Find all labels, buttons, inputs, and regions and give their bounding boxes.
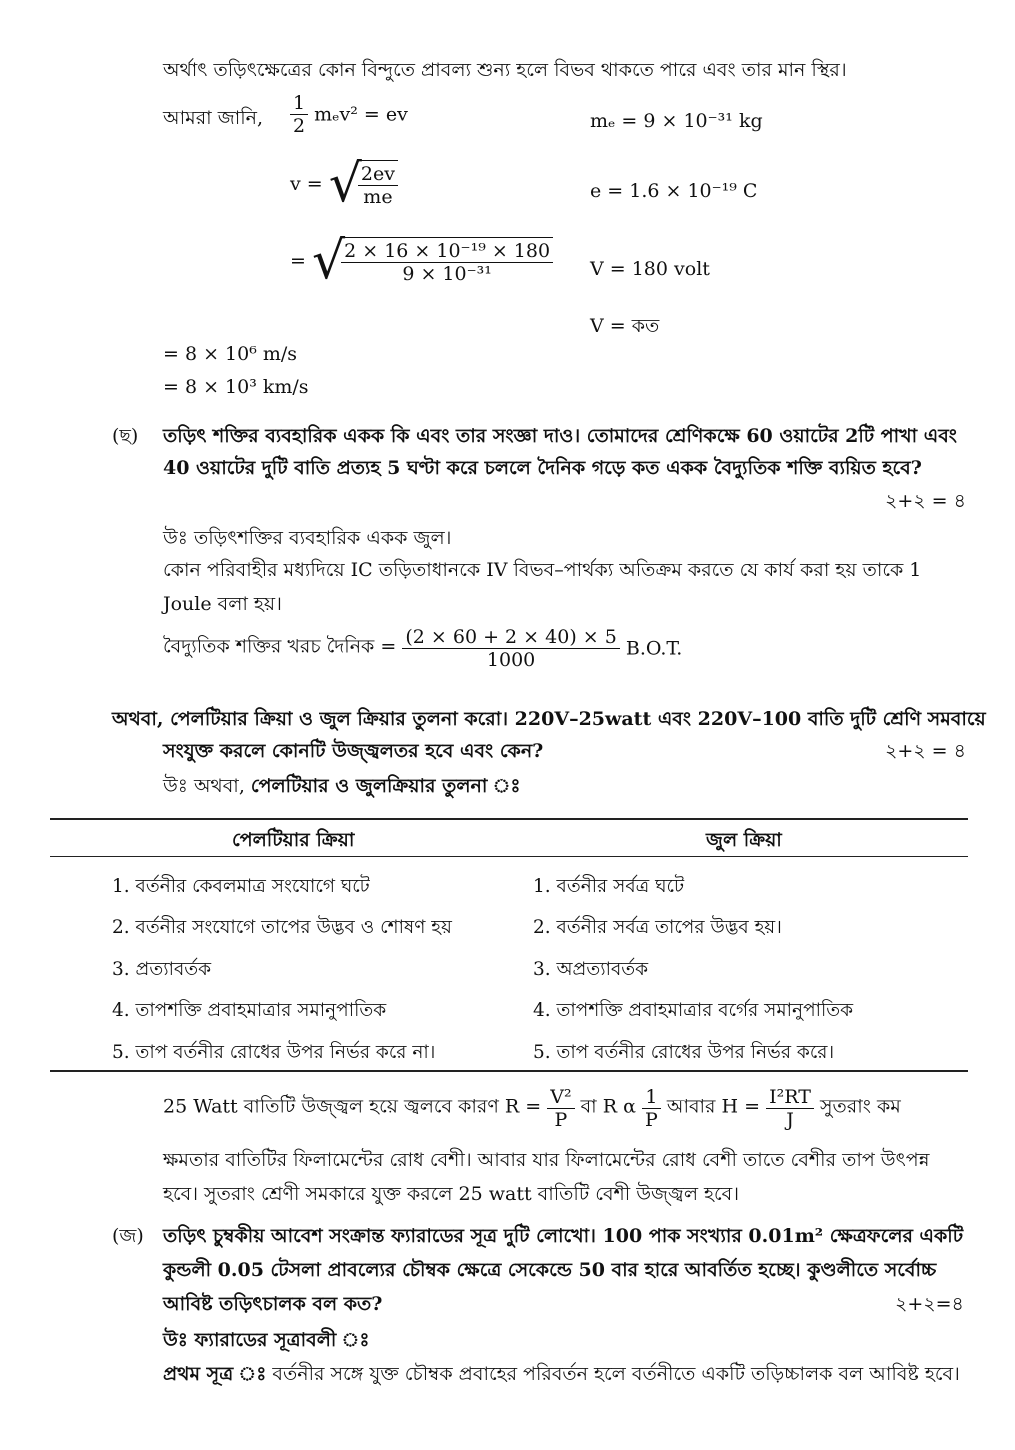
question-chha-line1: তড়িৎ শক্তির ব্যবহারিক একক কি এবং তার সংজ্ঞা দাও। তোমাদের শ্রেণিকক্ষে 60 ওয়াটের 2টি পাখা এবং bbox=[163, 425, 957, 447]
table-cell: 4. তাপশক্তি প্রবাহমাত্রার সমানুপাতিক bbox=[112, 1000, 387, 1021]
question-or-marks: ২+২ = ৪ bbox=[885, 740, 966, 762]
table-cell: 2. বর্তনীর সর্বত্র তাপের উদ্ভব হয়। bbox=[533, 917, 782, 938]
table-cell: 3. অপ্রত্যাবর্তক bbox=[533, 959, 649, 980]
faraday-first-law: প্রথম সূত্র ঃ বর্তনীর সঙ্গে যুক্ত চৌম্বক প্রবাহের পরিবর্তন হলে বর্তনীতে একটি তড়িচ্চালক বল আবিষ্ট হবে। bbox=[163, 1363, 960, 1385]
fraction-i2rt-over-j: $\frac{\text{I²RT}}{J}$ bbox=[766, 1086, 814, 1131]
explanation-line1: 25 Watt বাতিটি উজ্জ্বল হয়ে জ্বলবে কারণ R = $\frac{\text{V²}}{P}$ বা R α $\frac{1}{P}$ আবার H = $\frac{\text{I²RT}}{J}$ সুতরাং কম bbox=[163, 1086, 901, 1131]
fraction-v2-over-p: $\frac{\text{V²}}{P}$ bbox=[547, 1086, 574, 1131]
table-cell: 3. প্রত্যাবর্তক bbox=[112, 959, 212, 980]
we-know-label: আমরা জানি, bbox=[163, 107, 264, 129]
table-header-peltier: পেলটিয়ার ক্রিয়া bbox=[232, 829, 355, 851]
velocity-formula: v = √ $\frac{2ev}{me}$ bbox=[290, 158, 398, 210]
given-electron-mass: mₑ = 9 × 10⁻³¹ kg bbox=[590, 110, 763, 132]
kinetic-energy-equation: $\frac{1}{2}$ mₑv² = ev bbox=[290, 92, 408, 137]
question-label-ja: (জ) bbox=[112, 1225, 144, 1247]
velocity-substitution: = √ $\frac{\text{2 × 16 × 10⁻¹⁹ × 180}}{\text{9 × 10⁻³¹}}$ bbox=[290, 235, 553, 287]
answer-chha-line2: কোন পরিবাহীর মধ্যদিয়ে IC তড়িতাধানকে IV বিভব–পার্থক্য অতিক্রম করতে যে কার্য করা হয় তাকে 1 bbox=[163, 559, 922, 581]
table-cell: 1. বর্তনীর সর্বত্র ঘটে bbox=[533, 876, 685, 897]
table-cell: 1. বর্তনীর কেবলমাত্র সংযোগে ঘটে bbox=[112, 876, 370, 897]
question-or-line2: সংযুক্ত করলে কোনটি উজ্জ্বলতর হবে এবং কেন? bbox=[163, 740, 544, 762]
question-ja-line1: তড়িৎ চুম্বকীয় আবেশ সংক্রান্ত ফ্যারাডের সূত্র দুটি লোখো। 100 পাক সংখ্যার 0.01m² ক্ষেত্রফলের একটি bbox=[163, 1225, 964, 1247]
question-ja-marks: ২+২=৪ bbox=[895, 1293, 964, 1315]
question-label-chha: (ছ) bbox=[112, 425, 139, 447]
explanation-line3: হবে। সুতরাং শ্রেণী সমকারে যুক্ত করলে 25 watt বাতিটি বেশী উজ্জ্বল হবে। bbox=[163, 1183, 740, 1205]
sqrt-2ev-me: √ $\frac{2ev}{me}$ bbox=[329, 158, 398, 210]
table-header-rule bbox=[50, 856, 968, 857]
energy-fraction: $\frac{(2 \times 60 + 2 \times 40) \times 5}{1000}$ bbox=[402, 626, 619, 671]
answer-chha-line1: উঃ তড়িৎশক্তির ব্যবহারিক একক জুল। bbox=[163, 527, 452, 549]
table-cell: 4. তাপশক্তি প্রবাহমাত্রার বর্গের সমানুপাতিক bbox=[533, 1000, 854, 1021]
energy-cost-formula: বৈদ্যুতিক শক্তির খরচ দৈনিক = $\frac{(2 \times 60 + 2 \times 40) \times 5}{1000}$ B.O.T. bbox=[163, 626, 683, 671]
table-cell: 2. বর্তনীর সংযোগে তাপের উদ্ভব ও শোষণ হয় bbox=[112, 917, 452, 938]
table-bottom-rule bbox=[50, 1070, 968, 1072]
result-km-per-s: = 8 × 10³ km/s bbox=[163, 376, 309, 398]
question-or-line1: অথবা, পেলটিয়ার ক্রিয়া ও জুল ক্রিয়ার তুলনা করো। 220V–25watt এবং 220V–100 বাতি দুটি শ্রেণি সমবায়ে bbox=[112, 708, 986, 730]
table-cell: 5. তাপ বর্তনীর রোধের উপর নির্ভর করে না। bbox=[112, 1042, 436, 1063]
question-chha-marks: ২+২ = ৪ bbox=[885, 490, 966, 512]
question-ja-line2: কুন্ডলী 0.05 টেসলা প্রাবল্যের চৌম্বক ক্ষেত্রে সেকেন্ডে 50 বার হারে আবর্তিত হচ্ছে। কুণ্ডলীতে সর্বোচ্চ bbox=[163, 1259, 937, 1281]
table-cell: 5. তাপ বর্তনীর রোধের উপর নির্ভর করে। bbox=[533, 1042, 835, 1063]
table-header-joule: জুল ক্রিয়া bbox=[706, 829, 782, 851]
given-electron-charge: e = 1.6 × 10⁻¹⁹ C bbox=[590, 180, 758, 202]
result-m-per-s: = 8 × 10⁶ m/s bbox=[163, 343, 298, 365]
question-ja-line3: আবিষ্ট তড়িৎচালক বল কত? bbox=[163, 1293, 383, 1315]
answer-chha-line3: Joule বলা হয়। bbox=[163, 593, 282, 615]
answer-or-title: উঃ অথবা, পেলটিয়ার ও জুলক্রিয়ার তুলনা ঃ bbox=[163, 775, 521, 797]
explanation-line2: ক্ষমতার বাতিটির ফিলামেন্টের রোধ বেশী। আবার যার ফিলামেন্টের রোধ বেশী তাতে বেশীর তাপ উৎপন্ন bbox=[163, 1149, 930, 1171]
sqrt-substitution: √ $\frac{\text{2 × 16 × 10⁻¹⁹ × 180}}{\text{9 × 10⁻³¹}}$ bbox=[312, 235, 553, 287]
intro-line: অর্থাৎ তড়িৎক্ষেত্রের কোন বিন্দুতে প্রাবল্য শুন্য হলে বিভব থাকতে পারে এবং তার মান স্থির। bbox=[163, 59, 847, 81]
fraction-1-over-p: $\frac{1}{P}$ bbox=[642, 1086, 661, 1131]
half-fraction: $\frac{1}{2}$ bbox=[290, 92, 308, 137]
given-unknown: V = কত bbox=[590, 315, 660, 337]
given-voltage: V = 180 volt bbox=[590, 258, 710, 280]
answer-ja-title: উঃ ফ্যারাডের সূত্রাবলী ঃ bbox=[163, 1329, 370, 1351]
question-chha-line2: 40 ওয়াটের দুটি বাতি প্রত্যহ 5 ঘণ্টা করে চললে দৈনিক গড়ে কত একক বৈদ্যুতিক শক্তি ব্যয়িত হবে? bbox=[163, 457, 922, 479]
table-top-rule bbox=[50, 818, 968, 820]
